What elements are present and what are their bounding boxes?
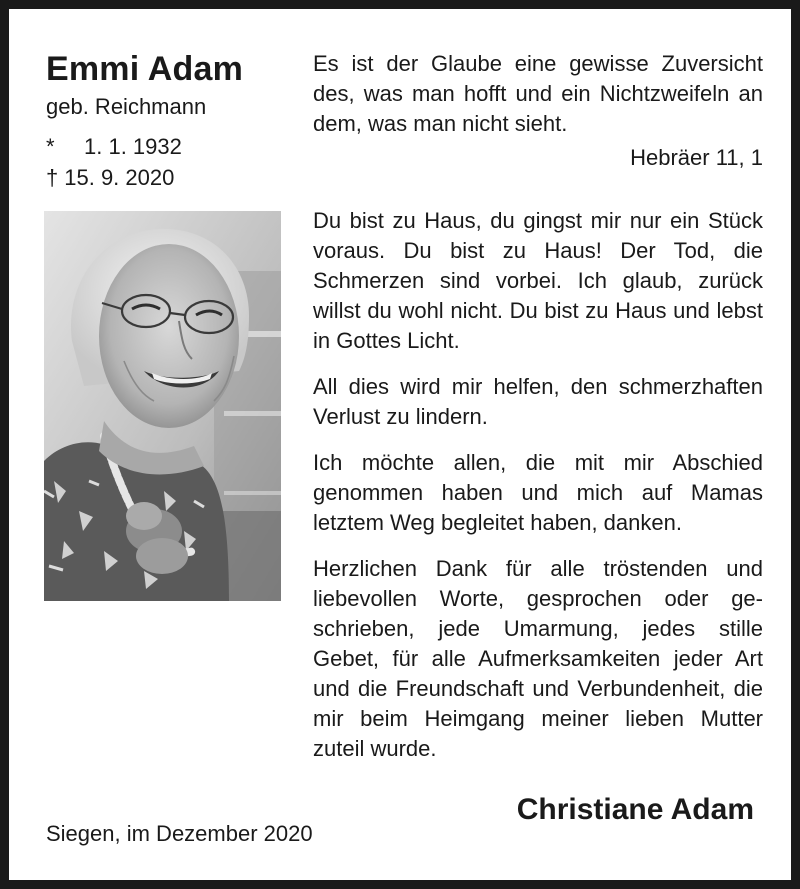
death-row: [46, 162, 286, 193]
death-date: 15. 9. 2020: [64, 165, 175, 190]
deceased-info: [46, 49, 286, 193]
paragraph-poem: Du bist zu Haus, du gingst mir nur ein Stück voraus. Du bist zu Haus! Der Tod, die Schmerzen sind vorbei. Ich glaub, zurück willst du wohl nicht. Du bist zu Haus und lebst in Gottes Licht.: [313, 208, 763, 353]
death-cross-symbol: †: [46, 165, 59, 190]
birth-name: geb. Reichmann: [46, 94, 207, 119]
life-dates: [46, 131, 286, 193]
portrait-photo-image: [44, 211, 281, 601]
paragraph-gratitude: Herzlichen Dank für alle tröstenden und liebevollen Worte, gesprochen oder geschrieben, jede Umarmung, jedes stille Gebet, für alle Aufmerksamkeiten jeder Art und die Freundschaft und Verbundenheit, die mir beim Heimgang meiner lieben Mutter zuteil wurde.: [313, 556, 763, 761]
bible-verse: Es ist der Glaube eine gewisse Zuversicht des, was man hofft und ein Nichtzweifeln an dem, was man nicht sieht.: [313, 51, 763, 136]
portrait-photo: [44, 211, 281, 601]
text-column: [313, 49, 763, 764]
birth-date: 1. 1. 1932: [84, 134, 182, 159]
birth-row: [46, 131, 286, 162]
paragraph-comfort: All dies wird mir helfen, den schmerzhaften Verlust zu lindern.: [313, 374, 763, 429]
birth-star-symbol: *: [46, 134, 55, 159]
deceased-name: Emmi Adam: [46, 50, 244, 88]
signer-name: Christiane Adam: [516, 793, 754, 826]
paragraph-thanks-farewell: Ich möchte allen, die mit mir Abschied genommen haben und mich auf Mamas letztem Weg begleitet haben, danken.: [313, 450, 763, 535]
bible-verse-reference: Hebräer 11, 1: [630, 145, 763, 170]
place-and-date: Siegen, im Dezember 2020: [46, 821, 313, 846]
